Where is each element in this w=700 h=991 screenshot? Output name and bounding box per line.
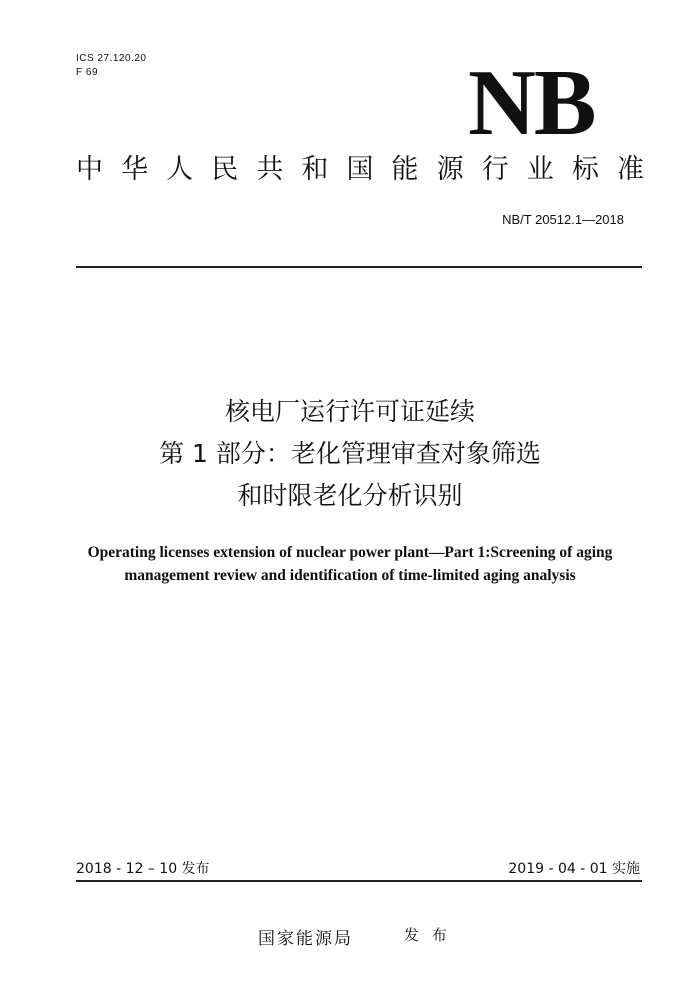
standard-name-char: 中 — [76, 154, 103, 185]
ccs-code: F 69 — [76, 67, 99, 78]
standard-name-char: 人 — [166, 154, 194, 185]
issue-label: 发 布 — [404, 926, 451, 944]
standard-name-char: 国 — [346, 154, 374, 185]
standard-name-char: 源 — [436, 154, 464, 185]
chinese-title-line-1: 核电厂运行许可证延续 — [224, 397, 475, 426]
standard-name-char: 共 — [256, 154, 284, 185]
standard-name-char: 能 — [391, 154, 419, 185]
standard-name-char: 业 — [526, 154, 554, 185]
footer-divider — [76, 880, 642, 882]
english-title-line-1: Operating licenses extension of nuclear power plant—Part 1:Screening of aging — [87, 544, 613, 561]
publish-date: 2018 - 12 – 10 发布 — [76, 861, 210, 877]
standard-number: NB/T 20512.1—2018 — [502, 212, 624, 227]
ics-code: ICS 27.120.20 — [76, 53, 147, 64]
standard-name-char: 民 — [211, 154, 239, 185]
standard-category-name — [76, 152, 644, 188]
classification-codes — [76, 52, 146, 80]
chinese-title-line-2: 第 1 部分：老化管理审查对象筛选 — [159, 439, 541, 468]
issuing-authority: 国家能源局 — [258, 929, 353, 949]
chinese-title-line-3: 和时限老化分析识别 — [237, 481, 463, 510]
nb-logo: NB — [468, 51, 595, 155]
implement-date: 2019 - 04 - 01 实施 — [508, 861, 640, 877]
header-divider — [76, 266, 642, 268]
english-title-line-2: management review and identification of time-limited aging analysis — [124, 567, 576, 584]
standard-name-char: 标 — [571, 154, 599, 185]
standard-name-char: 华 — [121, 154, 149, 185]
standard-name-char: 准 — [616, 154, 644, 185]
standard-name-char: 和 — [301, 154, 329, 185]
standard-name-char: 行 — [481, 154, 509, 185]
